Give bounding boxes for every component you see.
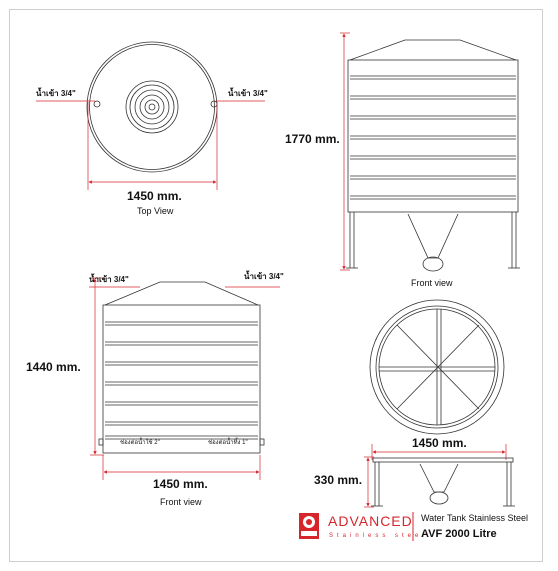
front-legs-height-label: 1770 mm. — [285, 132, 340, 146]
front-view-legs-dimension — [340, 33, 350, 270]
front-short-outlet-left-label: ช่องต่อน้ำใช้ 2" — [120, 440, 160, 446]
brand-logo-icon — [299, 513, 319, 539]
front-view-legs-drawing — [346, 40, 520, 271]
front-view-short-drawing — [99, 282, 264, 453]
base-view-drawing — [370, 300, 504, 434]
front-short-inlet-right-label: น้ำเข้า 3/4" — [244, 272, 284, 281]
top-inlet-left-label: น้ำเข้า 3/4" — [36, 89, 76, 98]
top-inlet-right-label: น้ำเข้า 3/4" — [228, 89, 268, 98]
product-name: Water Tank Stainless Steel — [421, 513, 529, 523]
top-view-caption: Top View — [137, 206, 174, 216]
front-short-width-label: 1450 mm. — [153, 477, 208, 491]
front-short-outlet-right-label: ช่องต่อน้ำทิ้ง 1" — [208, 440, 248, 446]
front-short-caption: Front view — [160, 497, 202, 507]
front-short-inlet-left-label: น้ำเข้า 3/4" — [89, 275, 129, 284]
base-width-label: 1450 mm. — [412, 436, 467, 450]
brand-name: ADVANCED — [328, 513, 413, 529]
product-model: AVF 2000 Litre — [421, 528, 497, 540]
base-height-dimension — [364, 457, 374, 507]
brand-tagline: Stainless steel — [329, 533, 428, 539]
base-height-label: 330 mm. — [314, 473, 363, 487]
front-short-height-label: 1440 mm. — [26, 360, 81, 374]
top-view-width-label: 1450 mm. — [127, 189, 182, 203]
base-frame-drawing — [371, 458, 515, 506]
top-view-drawing — [87, 42, 217, 172]
front-legs-caption: Front view — [411, 278, 453, 288]
top-view-dimensions — [36, 101, 265, 190]
